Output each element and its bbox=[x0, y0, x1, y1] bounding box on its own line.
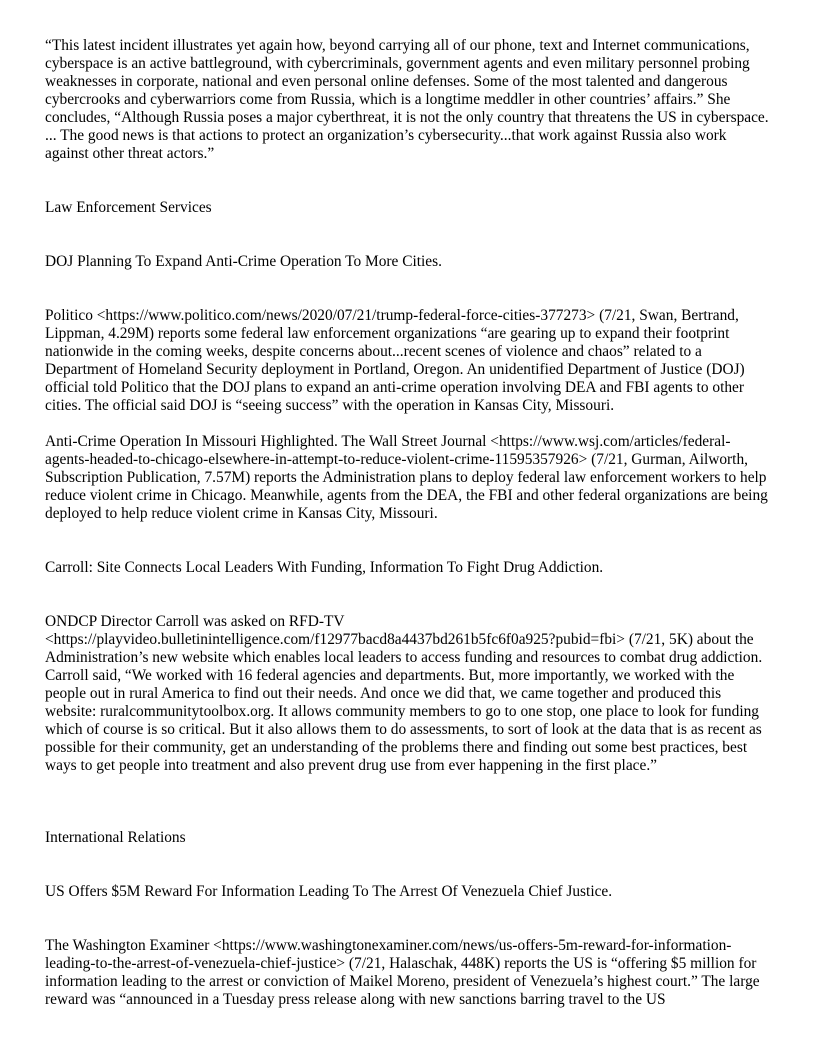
section-heading-law-enforcement: Law Enforcement Services bbox=[45, 199, 212, 216]
section-heading-international-relations: International Relations bbox=[45, 829, 186, 846]
headline-venezuela-reward: US Offers $5M Reward For Information Leading To The Arrest Of Venezuela Chief Justice. bbox=[45, 883, 613, 900]
headline-carroll-site: Carroll: Site Connects Local Leaders With Funding, Information To Fight Drug Addiction. bbox=[45, 559, 604, 576]
headline-doj-expand-operation: DOJ Planning To Expand Anti-Crime Operation To More Cities. bbox=[45, 253, 442, 270]
paragraph-wsj-report: Anti-Crime Operation In Missouri Highlighted. The Wall Street Journal <https://www.wsj.com/articles/federal-agents-headed-to-chicago-elsewhere-in-attempt-to-reduce-violent-crime-11595357926> (7/21, Gurman, Ailworth, Subscription Publication, 7.57M) reports the Administration plans to deploy federal law enforcement workers to help reduce violent crime in Chicago. Meanwhile, agents from the DEA, the FBI and other federal organizations are being deployed to help reduce violent crime in Kansas City, Missouri. bbox=[45, 433, 768, 522]
paragraph-rfd-tv-report: ONDCP Director Carroll was asked on RFD-TV <https://playvideo.bulletinintelligence.com/f12977bacd8a4437bd261b5fc6f0a925?pubid=fbi> (7/21, 5K) about the Administration’s new website which enables local leaders to access funding and resources to combat drug addiction. Carroll said, “We worked with 16 federal agencies and departments. But, more importantly, we worked with the people out in rural America to find out their needs. And once we did that, we came together and produced this website: ruralcommunitytoolbox.org. It allows community members to go to one stop, one place to look for funding which of course is so critical. But it also allows them to do assessments, to sort of look at the data that is as recent as possible for their community, get an understanding of the problems there and finding out some best practices, best ways to get people into treatment and also prevent drug use from ever happening in the first place.” bbox=[45, 613, 763, 774]
quote-paragraph-cyberthreat: “This latest incident illustrates yet again how, beyond carrying all of our phone, text and Internet communications, cyberspace is an active battleground, with cybercriminals, government agents and even military personnel probing weaknesses in corporate, national and even personal online defenses. Some of the most talented and dangerous cybercrooks and cyberwarriors come from Russia, which is a longtime meddler in other countries’ affairs.” She concludes, “Although Russia poses a major cyberthreat, it is not the only country that threatens the US in cyberspace. ... The good news is that actions to protect an organization’s cybersecurity...that work against Russia also work against other threat actors.” bbox=[45, 37, 769, 162]
paragraph-washington-examiner-report: The Washington Examiner <https://www.washingtonexaminer.com/news/us-offers-5m-reward-for-information-leading-to-the-arrest-of-venezuela-chief-justice> (7/21, Halaschak, 448K) reports the US is “offering $5 million for information leading to the arrest or conviction of Maikel Moreno, president of Venezuela’s highest court.” The large reward was “announced in a Tuesday press release along with new sanctions barring travel to the US bbox=[45, 937, 760, 1008]
paragraph-politico-report: Politico <https://www.politico.com/news/2020/07/21/trump-federal-force-cities-377273> (7/21, Swan, Bertrand, Lippman, 4.29M) reports some federal law enforcement organizations “are gearing up to expand their footprint nationwide in the coming weeks, despite concerns about...recent scenes of violence and chaos” related to a Department of Homeland Security deployment in Portland, Oregon. An unidentified Department of Justice (DOJ) official told Politico that the DOJ plans to expand an anti-crime operation involving DEA and FBI agents to other cities. The official said DOJ is “seeing success” with the operation in Kansas City, Missouri. bbox=[45, 307, 745, 414]
